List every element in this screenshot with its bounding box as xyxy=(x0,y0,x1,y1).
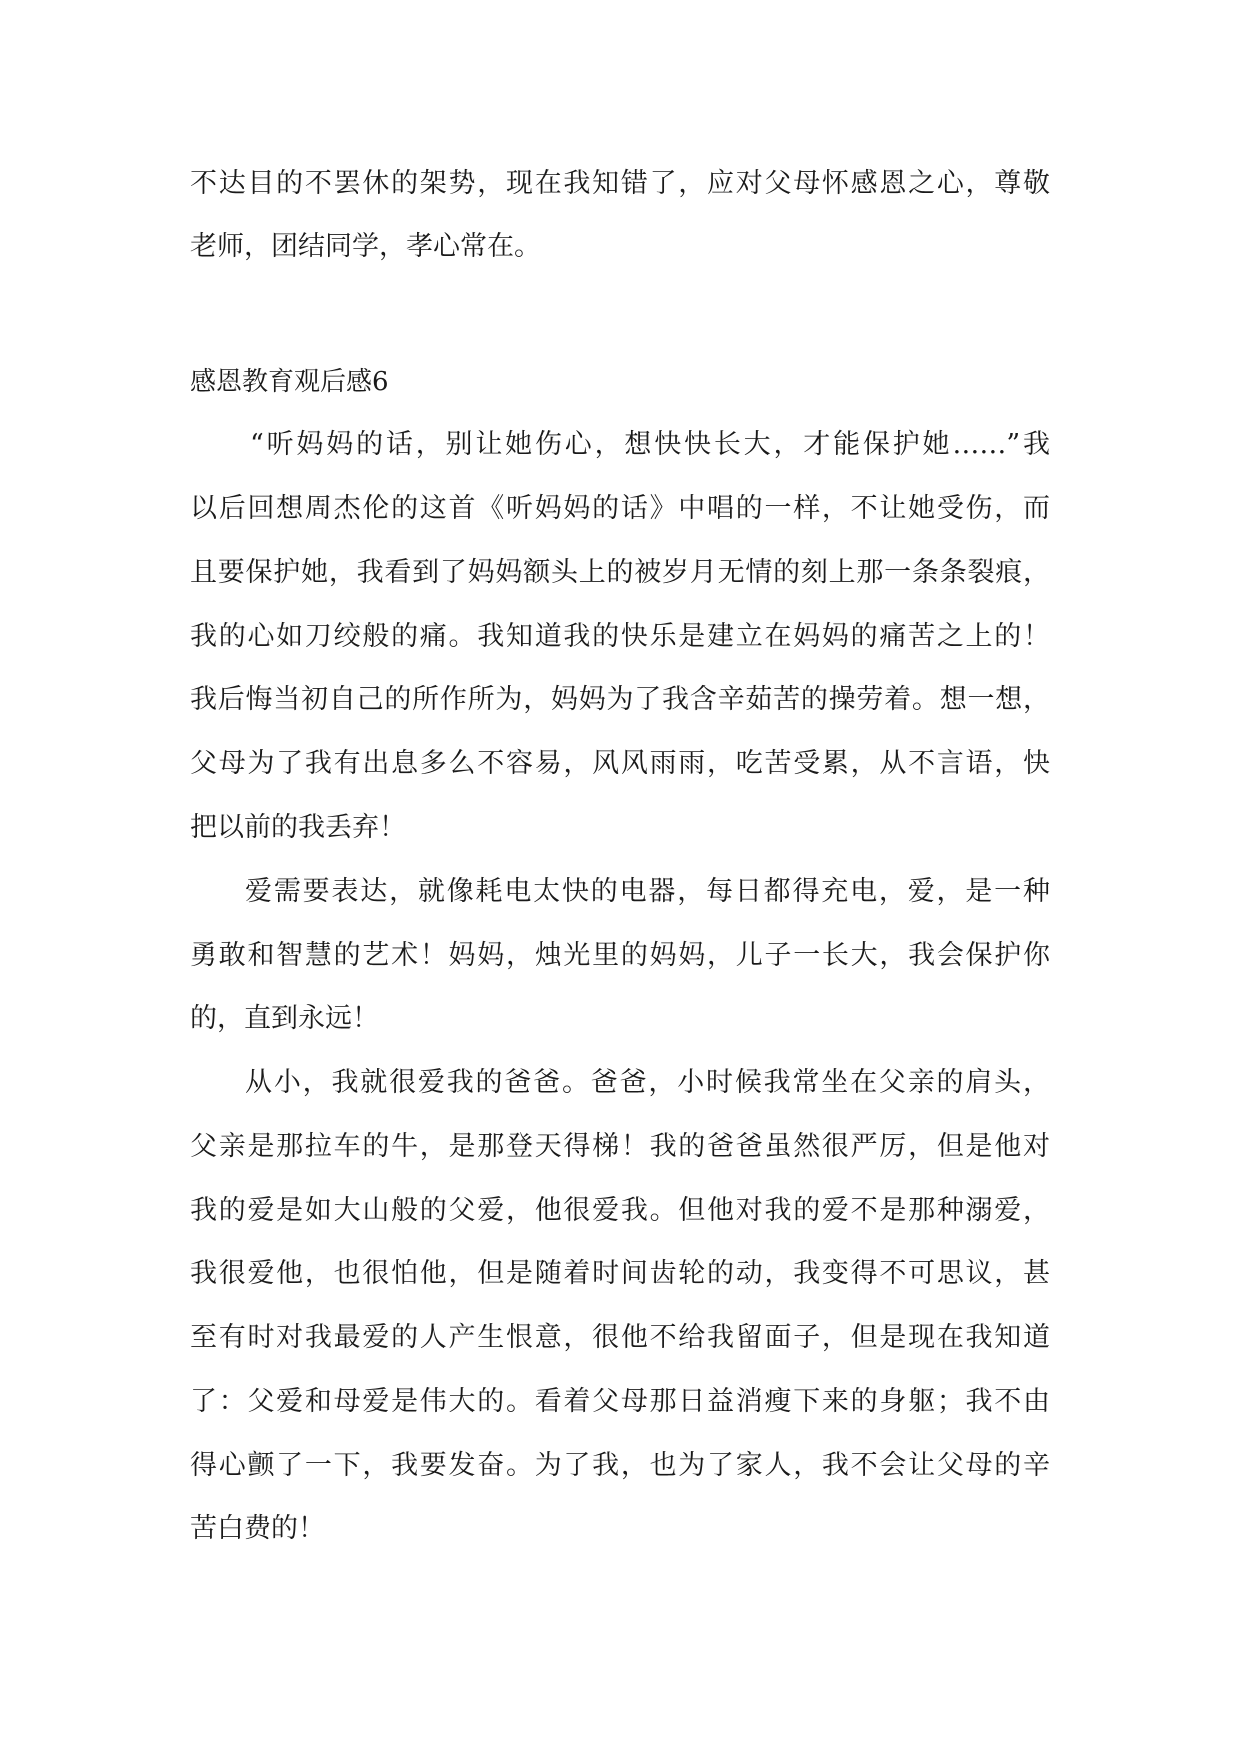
text-line: 我很爱他，也很怕他，但是随着时间齿轮的动，我变得不可思议，甚 xyxy=(190,1258,1050,1289)
text-line: 父母为了我有出息多么不容易，风风雨雨，吃苦受累，从不言语，快 xyxy=(190,748,1050,779)
text-line: 爱需要表达，就像耗电太快的电器，每日都得充电，爱，是一种 xyxy=(245,876,1050,907)
text-line: 不达目的不罢休的架势，现在我知错了，应对父母怀感恩之心，尊敬 xyxy=(190,168,1050,199)
text-line: 了：父爱和母爱是伟大的。看着父母那日益消瘦下来的身躯；我不由 xyxy=(190,1386,1050,1417)
text-line: 我的心如刀绞般的痛。我知道我的快乐是建立在妈妈的痛苦之上的！ xyxy=(190,621,1050,652)
text-line: 我后悔当初自己的所作所为，妈妈为了我含辛茹苦的操劳着。想一想， xyxy=(190,684,1050,715)
text-line: 我的爱是如大山般的父爱，他很爱我。但他对我的爱不是那种溺爱， xyxy=(190,1195,1050,1226)
text-line: 勇敢和智慧的艺术！妈妈，烛光里的妈妈，儿子一长大，我会保护你 xyxy=(190,940,1050,971)
text-line: 从小，我就很爱我的爸爸。爸爸，小时候我常坐在父亲的肩头， xyxy=(245,1067,1050,1098)
text-line: 老师，团结同学，孝心常在。 xyxy=(190,231,541,262)
section-heading: 感恩教育观后感6 xyxy=(190,367,389,397)
text-line: 且要保护她，我看到了妈妈额头上的被岁月无情的刻上那一条条裂痕， xyxy=(190,557,1050,588)
text-line: “听妈妈的话，别让她伤心，想快快长大，才能保护她……”我 xyxy=(250,429,1050,460)
text-line: 把以前的我丢弃！ xyxy=(190,812,406,843)
text-line: 至有时对我最爱的人产生恨意，很他不给我留面子，但是现在我知道 xyxy=(190,1322,1050,1353)
text-line: 以后回想周杰伦的这首《听妈妈的话》中唱的一样，不让她受伤，而 xyxy=(190,493,1050,524)
text-line: 苦白费的！ xyxy=(190,1513,325,1544)
text-line: 父亲是那拉车的牛，是那登天得梯！我的爸爸虽然很严厉，但是他对 xyxy=(190,1131,1050,1162)
text-line: 的，直到永远！ xyxy=(190,1003,379,1034)
text-line: 得心颤了一下，我要发奋。为了我，也为了家人，我不会让父母的辛 xyxy=(190,1450,1050,1481)
